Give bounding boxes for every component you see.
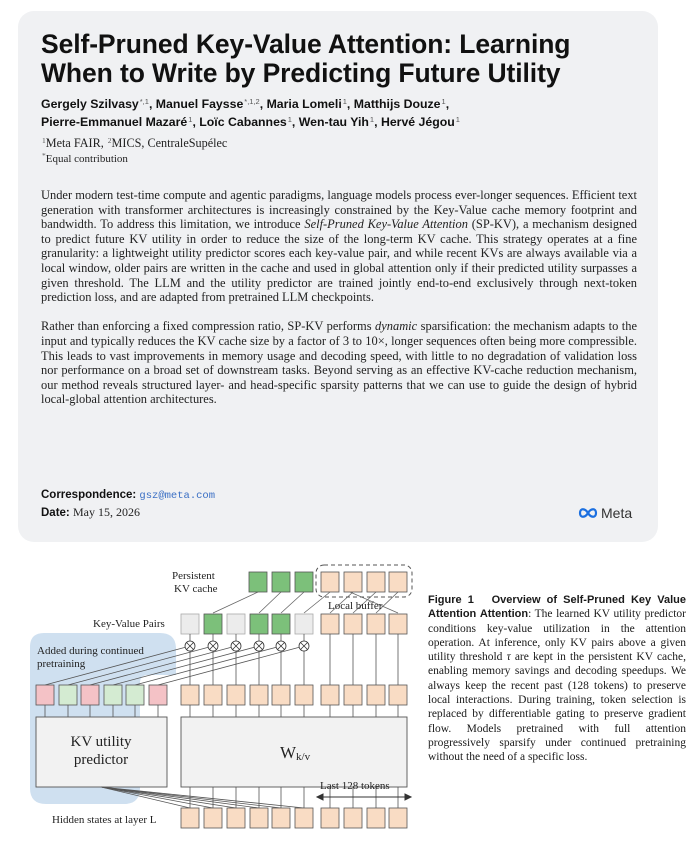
author: Pierre-Emmanuel Mazaré$^1$, <box>41 114 200 129</box>
hidden-states-label: Hidden states at layer L <box>52 814 157 826</box>
caption-term: Attention <box>479 608 529 621</box>
key-value-pairs-row <box>181 614 407 634</box>
correspondence: Correspondence: gsz@meta.com <box>41 489 216 502</box>
meta-logo-text: Meta <box>601 505 633 521</box>
meta-infinity-icon <box>577 507 599 519</box>
author-list <box>41 96 641 131</box>
author-line-1 <box>41 96 641 114</box>
affiliation-line: $^1$Meta FAIR, $^2$MICS, CentraleSupélec <box>42 136 228 150</box>
hidden-states-row <box>181 808 407 828</box>
author: Matthijs Douze$^1$, <box>353 97 450 111</box>
persistent-cache-label-2: KV cache <box>174 583 218 595</box>
last-tokens-arrow <box>317 794 411 800</box>
author: Gergely Szilvasy$^{*,1}$, <box>41 97 156 111</box>
correspondence-email-link[interactable]: gsz@meta.com <box>139 490 216 502</box>
author: Manuel Faysse$^{*,1,2}$, <box>155 97 267 111</box>
persistent-cache-label-1: Persistent <box>172 570 215 582</box>
affiliations <box>41 135 641 167</box>
predictor-label-1: KV utility <box>70 734 132 750</box>
caption-title: Overview of Self-Pruned Key Value Attention <box>428 594 686 621</box>
author: Loïc Cabannes$^1$, <box>199 114 299 129</box>
abstract-paragraph-2: Rather than enforcing a fixed compression ratio, SP-KV performs dynamic sparsification: the mechanism adapts to the input and typically reduces the KV cache size by a factor of 3 to 10×, longer sequences often being more compressible. This leads to vast improvements in memory usage and decoding speed, with little to no degradation of validation loss nor performance on a broad set of downstream tasks. Beyond serving as an effective KV-cache reduction mechanism, our method reveals structured layer- and head-specific sparsity patterns that we can use to guide the design of hybrid local-global attention architectures. <box>41 319 637 407</box>
abstract <box>41 188 637 422</box>
author-line-2 <box>41 114 641 132</box>
caption-label: Figure 1 <box>428 594 474 606</box>
equal-contribution-note: *Equal contribution <box>42 151 128 165</box>
persistent-kv-cache <box>249 572 407 592</box>
author: Maria Lomeli$^1$, <box>266 97 354 111</box>
author: Wen-tau Yih$^1$, <box>298 114 381 129</box>
local-buffer-label: Local buffer <box>328 600 383 612</box>
kv-pairs-label: Key-Value Pairs <box>93 618 165 630</box>
added-label-1: Added during continued <box>37 645 144 657</box>
meta-logo <box>577 505 632 521</box>
abstract-paragraph-1: Under modern test-time compute and agentic paradigms, language models process ever-longer sequences. Efficient text generation with transformer architectures is increasingly constrained by the Key-Value cache memory footprint and bandwidth. To address this limitation, we introduce Self-Pruned Key-Value Attention (SP-KV), a mechanism designed to predict future KV utility in order to reduce the size of the long-term KV cache. This strategy operates at a fine granularity: a lightweight utility predictor scores each key-value pair, and while recent KVs are always available via a local window, older pairs are written in the cache and used in global attention only if their predicted utility surpasses a given threshold. The LLM and the utility predictor are trained jointly end-to-end exclusively through next-token prediction loss, and are adapted from pretrained LLM checkpoints. <box>41 188 637 305</box>
wkv-label: W <box>280 743 297 762</box>
paper-metadata <box>41 487 215 521</box>
last-tokens-label: Last 128 tokens <box>320 780 390 792</box>
publication-date: Date: May 15, 2026 <box>41 505 140 519</box>
author: Hervé Jégou$^1$ <box>380 114 460 129</box>
predictor-label-2: predictor <box>73 752 129 768</box>
kv-output-row <box>181 685 407 705</box>
figure-caption: Figure 1 Overview of Self-Pruned Key Value Attention Attention: The learned KV utility predictor conditions key-value utilization in the attention operation. At inference, only KV pairs above a given utility threshold τ are kept in the persistent KV cache, enabling memory savings and decoding speedups. We always keep the recent past (128 tokens) to preserve local interactions. During training, token selection is replaced by differentiable gating to preserve gradient flow. Models pretrained with full attention progressively sparsify under continued pretraining without the need of a specific loss. <box>428 594 686 764</box>
paper-title: Self-Pruned Key-Value Attention: Learning When to Write by Predicting Future Utility <box>41 29 571 88</box>
wkv-subscript: k/v <box>296 751 311 763</box>
figure-1-diagram <box>0 555 420 845</box>
added-label-2: pretraining <box>37 658 86 670</box>
